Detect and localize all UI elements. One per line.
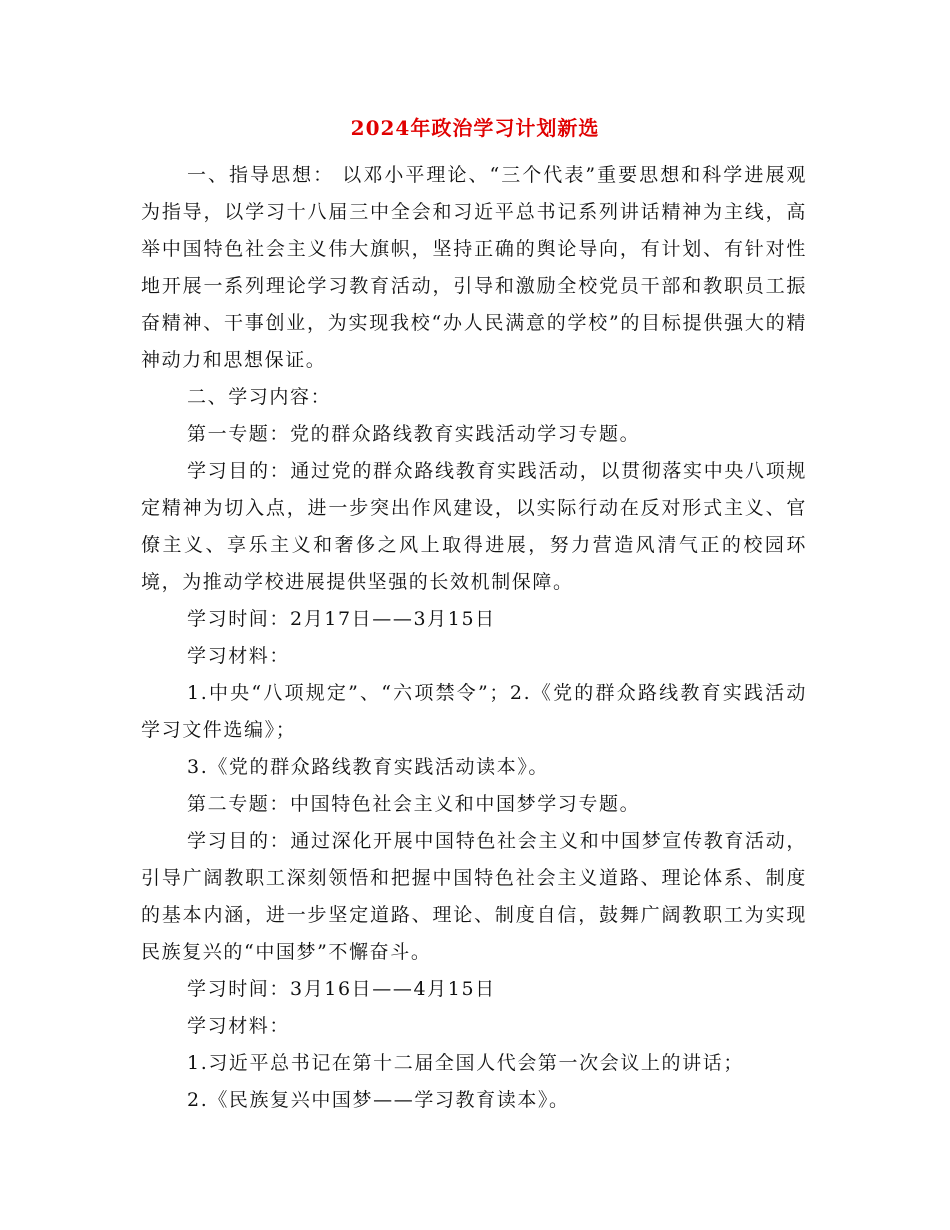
paragraph: 学习目的：通过党的群众路线教育实践活动，以贯彻落实中央八项规定精神为切入点，进一步突出作风建设，以实际行动在反对形式主义、官僚主义、享乐主义和奢侈之风上取得进展，努力营造风清气正的校园环境，为推动学校进展提供坚强的长效机制保障。 (141, 460, 807, 593)
document-title: 2024年政治学习计划新选 (350, 116, 600, 140)
paragraph: 学习时间：3月16日——4月15日 (187, 978, 496, 1000)
paragraph: 学习时间：2月17日——3月15日 (187, 608, 496, 630)
paragraph: 二、学习内容： (187, 386, 332, 408)
paragraph: 第二专题：中国特色社会主义和中国梦学习专题。 (187, 793, 641, 815)
document-body (141, 157, 807, 1119)
paragraph: 一、指导思想： 以邓小平理论、“三个代表”重要思想和科学进展观为指导，以学习十八届三中全会和习近平总书记系列讲话精神为主线，高举中国特色社会主义伟大旗帜，坚持正确的舆论导向，有计划、有针对性地开展一系列理论学习教育活动，引导和激励全校党员干部和教职员工振奋精神、干事创业，为实现我校“办人民满意的学校”的目标提供强大的精神动力和思想保证。 (141, 164, 807, 371)
paragraph: 学习材料： (187, 645, 291, 667)
paragraph: 学习目的：通过深化开展中国特色社会主义和中国梦宣传教育活动，引导广阔教职工深刻领悟和把握中国特色社会主义道路、理论体系、制度的基本内涵，进一步坚定道路、理论、制度自信，鼓舞广阔教职工为实现民族复兴的“中国梦”不懈奋斗。 (141, 830, 807, 963)
paragraph: 学习材料： (187, 1015, 291, 1037)
paragraph: 2.《民族复兴中国梦——学习教育读本》。 (187, 1089, 570, 1111)
paragraph: 1.中央“八项规定”、“六项禁令”；2.《党的群众路线教育实践活动学习文件选编》； (141, 682, 807, 741)
paragraph: 3.《党的群众路线教育实践活动读本》。 (187, 756, 550, 778)
paragraph: 1.习近平总书记在第十二届全国人代会第一次会议上的讲话； (187, 1052, 744, 1074)
paragraph: 第一专题：党的群众路线教育实践活动学习专题。 (187, 423, 641, 445)
